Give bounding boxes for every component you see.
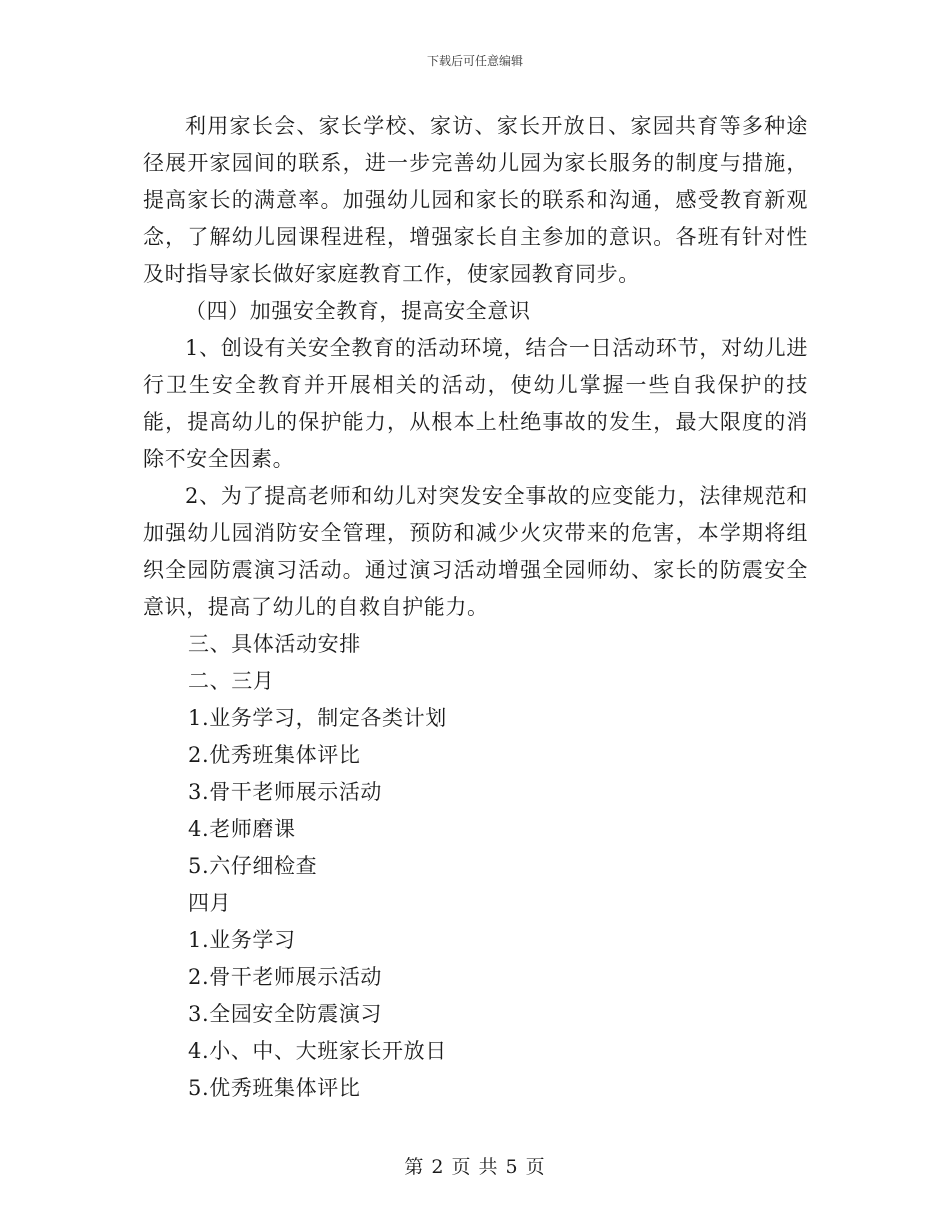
list-item: 2.骨干老师展示活动 [188, 965, 383, 989]
list-item: 3.骨干老师展示活动 [188, 780, 383, 804]
page-footer: 第 2 页 共 5 页 [404, 1156, 546, 1178]
paragraph-safety-1: 1、创设有关安全教育的活动环境，结合一日活动环节，对幼儿进行卫生安全教育并开展相关的活动，使幼儿掌握一些自我保护的技能，提高幼儿的保护能力，从根本上杜绝事故的发生，最大限度的消除不安全因素。 [143, 336, 808, 471]
document-body [143, 108, 808, 1107]
paragraph-home-school: 利用家长会、家长学校、家访、家长开放日、家园共育等多种途径展开家园间的联系，进一步完善幼儿园为家长服务的制度与措施，提高家长的满意率。加强幼儿园和家长的联系和沟通，感受教育新观念，了解幼儿园课程进程，增强家长自主参加的意识。各班有针对性及时指导家长做好家庭教育工作，使家园教育同步。 [143, 114, 808, 286]
page-header: 下载后可任意编辑 [426, 54, 523, 68]
month-heading-feb-mar: 二、三月 [188, 669, 275, 693]
month-heading-apr: 四月 [188, 891, 232, 915]
section-heading-schedule: 三、具体活动安排 [188, 632, 361, 656]
list-item: 2.优秀班集体评比 [188, 743, 361, 767]
section-heading-safety: （四）加强安全教育，提高安全意识 [185, 299, 531, 323]
list-item: 4.老师磨课 [188, 817, 296, 841]
paragraph-safety-2: 2、为了提高老师和幼儿对突发安全事故的应变能力，法律规范和加强幼儿园消防安全管理，预防和减少火灾带来的危害，本学期将组织全园防震演习活动。通过演习活动增强全园师幼、家长的防震安全意识，提高了幼儿的自救自护能力。 [143, 484, 808, 619]
list-item: 5.六仔细检查 [188, 854, 318, 878]
list-item: 3.全园安全防震演习 [188, 1002, 383, 1026]
list-item: 1.业务学习，制定各类计划 [188, 706, 447, 730]
list-item: 4.小、中、大班家长开放日 [188, 1039, 447, 1063]
list-item: 1.业务学习 [188, 928, 296, 952]
list-item: 5.优秀班集体评比 [188, 1076, 361, 1100]
